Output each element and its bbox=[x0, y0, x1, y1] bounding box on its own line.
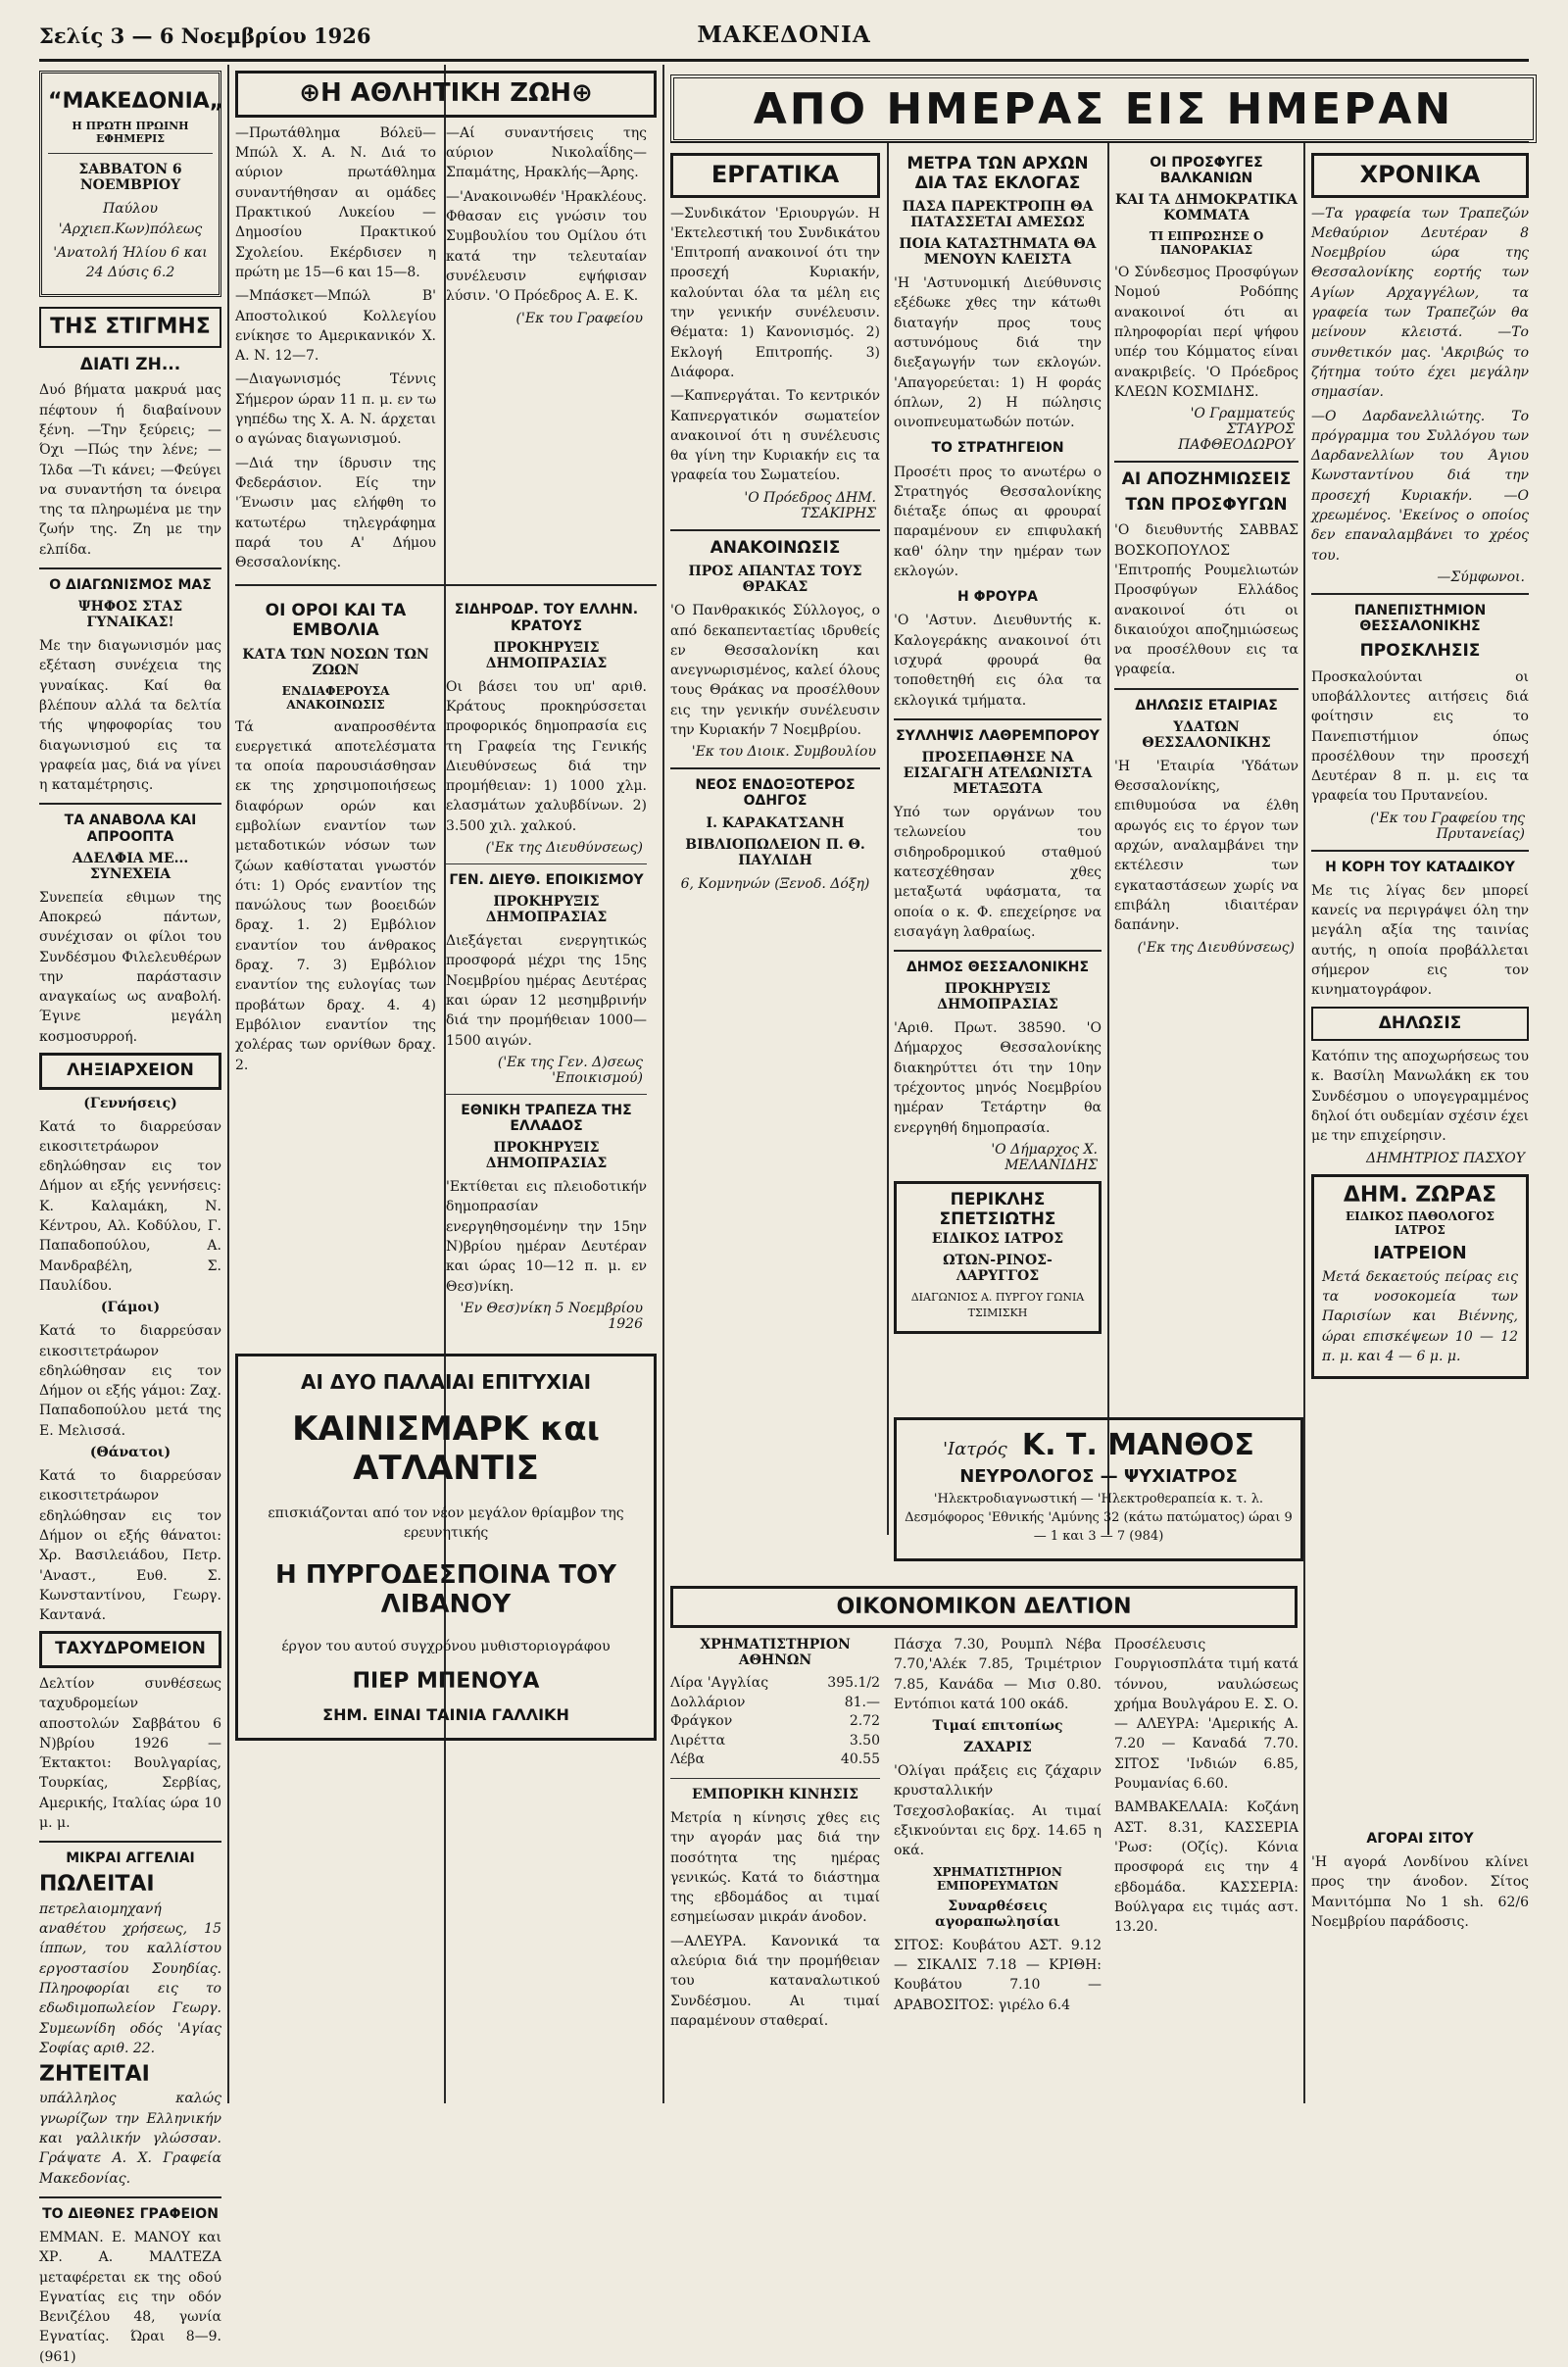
column-rule bbox=[662, 65, 664, 2103]
currency-name: Λέβα bbox=[670, 1751, 705, 1768]
column-3 bbox=[670, 147, 880, 1529]
article-text: 'Ολίγαι πράξεις εις ζάχαριν κρυσταλλικήν Τσεχοσλοβακίας. Αι τιμαί εξικνούνται εις δρχ. 14.65 η οκά. bbox=[894, 1763, 1102, 1859]
article-heading: ΑΓΟΡΑΙ ΣΙΤΟΥ bbox=[1366, 1831, 1474, 1847]
article-heading: ΔΗΛΩΣΙΣ bbox=[1311, 1007, 1529, 1042]
article-signature: 'Ο Δήμαρχος Χ. ΜΕΛΑΝΙΔΗΣ bbox=[991, 1141, 1098, 1173]
section-heading: ΜΙΚΡΑΙ ΑΓΓΕΛΙΑΙ bbox=[66, 1850, 195, 1867]
currency-name: Λιρέττα bbox=[670, 1732, 726, 1749]
article-text: —Διά την ίδρυσιν της Φεδεράσιον. Είς την 'Ένωσιν μας ελήφθη το κατωτέρω τηλεγράφημα παρά του Α' Δήμου Θεσσαλονίκης. bbox=[235, 455, 436, 571]
subheading: ΖΑΧΑΡΙΣ bbox=[963, 1740, 1032, 1756]
day-line: ΣΑΒΒΑΤΟΝ 6 ΝΟΕΜΒΡΙΟΥ bbox=[78, 162, 182, 194]
article-text: Κατά το διαρρεύσαν εικοσιτετράωρον εδηλώθησαν εις τον Δήμον αι εξής γεννήσεις: Κ. Καλαμάκη, Ν. Κέντρου, Αλ. Κοδύλου, Γ. Παπαδοπούλου, Α. Μανδραβέλη, Σ. Παυλίδου. bbox=[39, 1118, 221, 1294]
section-heading: Ο ΔΙΑΓΩΝΙΣΜΟΣ ΜΑΣ bbox=[49, 577, 212, 593]
article-heading: ΨΗΦΟΣ ΣΤΑΣ ΓΥΝΑΙΚΑΣ! bbox=[77, 599, 183, 631]
currency-rate: 3.50 bbox=[849, 1732, 880, 1749]
ad-line: ΕΙΔΙΚΟΣ ΠΑΘΟΛΟΓΟΣ ΙΑΤΡΟΣ bbox=[1346, 1208, 1494, 1237]
ad-author: ΠΙΕΡ ΜΠΕΝΟΥΑ bbox=[352, 1668, 540, 1694]
article-text: ΣΙΤΟΣ: Κουβάτου ΑΣΤ. 9.12 — ΣΙΚΑΛΙΣ 7.18 — ΚΡΙΘΗ: Κουβάτου 7.10 — ΑΡΑΒΟΣΙΤΟΣ: γιρέλο 6.4 bbox=[894, 1937, 1102, 2013]
ad-text: Μετά δεκαετούς πείρας εις τα νοσοκομεία των Παρισίων και Βιέννης, ώραι επισκέψεων 10 — 12 π. μ. και 4 — 6 μ. μ. bbox=[1322, 1268, 1518, 1364]
column-rule bbox=[1107, 143, 1109, 1535]
ad-heading: ΠΩΛΕΙΤΑΙ bbox=[39, 1872, 155, 1898]
article-text: —Ο Δαρδανελλιώτης. Το πρόγραμμα του Συλλόγου των Δαρδανελλίων του Άγιου Κωνσταντίνου διά την προσεχή Κυριακήν. —Ο χρεωμένος. 'Εκείνος ο οποίος δεν επαναλαμβάνει το χρέος του. bbox=[1311, 408, 1529, 564]
article-text: 'Η 'Εταιρία 'Υδάτων Θεσσαλονίκης, επιθυμούσα να έλθη αρωγός εις το έργον των αρχών, αναλαμβάνει την εκτέλεσιν των εγκαταστάσεων χωρίς να επιβάλη ιδιαιτέραν δαπάνην. bbox=[1114, 758, 1298, 934]
paper-tagline: Η ΠΡΩΤΗ ΠΡΩΙΝΗ ΕΦΗΜΕΡΙΣ bbox=[72, 120, 189, 146]
subheading: ΠΡΟΚΗΡΥΞΙΣ ΔΗΜΟΠΡΑΣΙΑΣ bbox=[485, 639, 608, 671]
article-text: Με την διαγωνισμόν μας εξέταση συνέχεια της γυναίκας. Καί θα βλέπουν αλλά τα δελτία τής ψηφοφορίας του διαγωνισμού εις τα γραφεία μας, διά να γίνει η καταμέτρησις. bbox=[39, 638, 221, 794]
ad-film-title: Η ΠΥΡΓΟΔΕΣΠΟΙΝΑ ΤΟΥ ΛΙΒΑΝΟΥ bbox=[275, 1560, 616, 1620]
subheading: ΠΡΟΚΗΡΥΞΙΣ ΔΗΜΟΠΡΑΣΙΑΣ bbox=[937, 981, 1058, 1013]
section-heading: ΠΑΝΕΠΙΣΤΗΜΙΟΝ ΘΕΣΣΑΛΟΝΙΚΗΣ bbox=[1353, 602, 1487, 635]
section-heading: ΤΑΧΥΔΡΟΜΕΙΟΝ bbox=[39, 1631, 221, 1668]
article-text: Κατά το διαρρεύσαν εικοσιτετράωρον εδηλώθησαν εις τον Δήμον οι εξής γάμοι: Ζαχ. Παπαδοπούλου μετά της Ε. Μελισσά. bbox=[39, 1323, 221, 1439]
section-heading-frame bbox=[670, 1586, 1298, 1628]
section-heading: ΤΗΣ ΣΤΙΓΜΗΣ bbox=[39, 307, 221, 347]
subheading: ΠΡΟΣΕΠΑΘΗΣΕ ΝΑ ΕΙΣΑΓΑΓΗ ΑΤΕΛΩΝΙΣΤΑ ΜΕΤΑΞΩΤΑ bbox=[903, 750, 1093, 798]
rate-row bbox=[670, 1751, 880, 1770]
section-heading: ΤΑ ΑΝΑΒΟΛΑ ΚΑΙ ΑΠΡΟΟΠΤΑ bbox=[64, 813, 197, 845]
section-heading: ΧΡΟΝΙΚΑ bbox=[1311, 153, 1529, 198]
article-heading: ΟΙ ΠΡΟΣΦΥΓΕΣ ΒΑΛΚΑΝΙΩΝ bbox=[1150, 155, 1263, 187]
ad-line: έργον του αυτού συγχρόνου μυθιστοριογράφου bbox=[281, 1639, 611, 1655]
article-text: Προσέλευσις Γουργιοσπλάτα τιμή κατά τόννου, ναυλώσεως χρήμα Βουλγάρου Ε. Σ. Ο. — ΑΛΕΥΡΑ: 'Αμερικής Α. 7.20 — Καναδά 7.70. ΣΙΤΟΣ 'Ινδιών 6.85, Ρουμανίας 6.60. bbox=[1114, 1637, 1298, 1793]
column-5 bbox=[1114, 147, 1298, 1529]
article-text: Τά αναπροσθέντα ευεργετικά αποτελέσματα τα οποία παρουσιάσθησαν εκ της χρησιμοποιήσεως διαφόρων ορών και εμβολίων εναντίον των μεταδοτικών νόσων των ζώων καθίσταται γνωστόν ότι: 1) Ορός εναντίον της πανώλους των βοοειδών δραχ. 1. 2) Εμβόλιον εναντίον του άνθρακος δραχ. 7. 3) Εμβόλιον εναντίον της ευλογίας των προβάτων δραχ. 4. 4) Εμβόλιον εναντίον της χολέρας των ορνίθων δραχ. 2. bbox=[235, 718, 436, 1073]
paper-info-box bbox=[39, 71, 224, 297]
column-1 bbox=[39, 65, 224, 2365]
ad-header bbox=[905, 1428, 1293, 1462]
article-heading: ΑΝΑΚΟΙΝΩΣΙΣ bbox=[710, 537, 841, 558]
subheading: ΧΡΗΜΑΤΙΣΤΗΡΙΟΝ ΑΘΗΝΩΝ bbox=[700, 1637, 851, 1668]
article-text: 'Ο Σύνδεσμος Προσφύγων Νομού Ροδόπης ανακοινοί ότι αι πληροφορίαι περί ψήφου υπέρ του Κόμματος είναι ανακριβείς. 'Ο Πρόεδρος ΚΛΕΩΝ ΚΟΣΜΙΔΗΣ. bbox=[1114, 265, 1298, 400]
article-text: Προσκαλούνται οι υποβάλλοντες αιτήσεις διά φοίτησιν εις το Πανεπιστήμιον όπως προσέλθουν την προσεχή Δευτέραν 8 π. μ. εις τα γραφεία του Πρυτανείου. bbox=[1311, 668, 1529, 805]
doctor-advertisement bbox=[894, 1417, 1303, 1561]
article-text: 'Ο 'Αστυν. Διευθυντής κ. Καλογεράκης ανακοινοί ότι ισχυρά φρουρά θα τοποθετηθή εις όλα τα εκλογικά τμήματα. bbox=[894, 613, 1102, 709]
saint-of-day: Παύλου 'Αρχιεπ.Κων)πόλεως bbox=[58, 201, 203, 237]
exchange-rates bbox=[670, 1674, 880, 1770]
subheading: ΧΡΗΜΑΤΙΣΤΗΡΙΟΝ ΕΜΠΟΡΕΥΜΑΤΩΝ bbox=[933, 1864, 1062, 1893]
section-heading: ⊕Η ΑΘΛΗΤΙΚΗ ΖΩΗ⊕ bbox=[235, 71, 657, 118]
ad-doctor-name: ΔΗΜ. ΖΩΡΑΣ bbox=[1343, 1182, 1497, 1208]
section-heading: ΕΡΓΑΤΙΚΑ bbox=[670, 153, 880, 198]
subheading: ΠΡΟΚΗΡΥΞΙΣ ΔΗΜΟΠΡΑΣΙΑΣ bbox=[485, 894, 608, 926]
article-text: —Αί συναντήσεις της αύριον Νικολαΐδης—Σπαμάτης, Ηρακλής—Άρης. bbox=[446, 124, 647, 181]
section-heading: ΟΙΚΟΝΟΜΙΚΟΝ ΔΕΛΤΙΟΝ bbox=[836, 1595, 1132, 1619]
article-text: —Διαγωνισμός Τέννις Σήμερον ώραν 11 π. μ. εν τω γηπέδω της Χ. Α. Ν. άρχεται ο αγώνας διαγωνισμού. bbox=[235, 371, 436, 448]
banner-rule bbox=[670, 141, 1529, 143]
section-heading: ΛΗΞΙΑΡΧΕΙΟΝ bbox=[39, 1053, 221, 1090]
subheading: ΚΑΙ ΤΑ ΔΗΜΟΚΡΑΤΙΚΑ ΚΟΜΜΑΤΑ bbox=[1115, 192, 1298, 224]
article-heading: ΜΕΤΡΑ ΤΩΝ ΑΡΧΩΝ ΔΙΑ ΤΑΣ ΕΚΛΟΓΑΣ bbox=[906, 154, 1089, 193]
article-signature: ('Εκ της Διευθύνσεως) bbox=[485, 839, 643, 856]
ad-heading: ΝΕΟΣ ΕΝΔΟΞΟΤΕΡΟΣ ΟΔΗΓΟΣ bbox=[695, 777, 856, 810]
ad-address: 6, Κομνηνών (Ξενοδ. Δόξη) bbox=[680, 875, 870, 892]
currency-rate: 2.72 bbox=[849, 1713, 880, 1730]
article-text: ΒΑΜΒΑΚΕΛΑΙΑ: Κοζάνη ΑΣΤ. 8.31, ΚΑΣΣΕΡΙΑ 'Ρωσ: (Οζίς). Κόνια προσφορά εις την 4 εβδομάδα. ΚΑΣΣΕΡΙΑ: Βούλγαρα εις τιμάς αστ. 13.20. bbox=[1114, 1800, 1298, 1936]
doctor-advertisement bbox=[1311, 1174, 1529, 1379]
ad-text: ΕΜΜΑΝ. Ε. ΜΑΝΟΥ και ΧΡ. Α. ΜΑΛΤΕΖΑ μεταφέρεται εκ της οδού Εγνατίας εις την οδόν Βενιζέλου 48, γωνία Εγνατίας. Ώραι 8—9. (961) bbox=[39, 2229, 221, 2365]
article-text: 'Ο Πανθρακικός Σύλλογος, ο από δεκαπενταετίας ιδρυθείς εν Θεσσαλονίκη και ανεγνωρισμένος, καλεί όλους τους Θράκας να προσέλθουν εις την γενικήν συνέλευσιν την Κυριακήν 7 Νοεμβρίου. bbox=[670, 603, 880, 739]
article-heading: ΟΙ ΟΡΟΙ ΚΑΙ ΤΑ ΕΜΒΟΛΙΑ bbox=[265, 601, 407, 640]
ad-line: ΩΤΩΝ-ΡΙΝΟΣ-ΛΑΡΥΓΓΟΣ bbox=[943, 1252, 1053, 1284]
paper-name: “ΜΑΚΕΔΟΝΙΑ„ bbox=[48, 89, 224, 114]
article-heading: ΑΔΕΛΦΙΑ ΜΕ... ΣΥΝΕΧΕΙΑ bbox=[72, 850, 189, 882]
article-heading: ΔΗΛΩΣΙΣ ΕΤΑΙΡΙΑΣ bbox=[1135, 697, 1278, 714]
subheading: ΠΡΟΚΗΡΥΞΙΣ ΔΗΜΟΠΡΑΣΙΑΣ bbox=[485, 1140, 608, 1172]
ad-heading: ΤΟ ΔΙΕΘΝΕΣ ΓΡΑΦΕΙΟΝ bbox=[42, 2205, 219, 2222]
article-signature: ('Εκ της Διευθύνσεως) bbox=[1137, 939, 1295, 956]
article-signature: ('Εκ του Γραφείου bbox=[515, 310, 643, 326]
ad-prefix: 'Ιατρός bbox=[943, 1439, 1007, 1459]
article-text: Διεξάγεται ενεργητικώς προσφορά μέχρι της 15ης Νοεμβρίου ημέρας Δευτέρας και ώραν 12 μεσημβρινήν διά την προμήθειαν 1000—1500 αιγών. bbox=[446, 933, 647, 1049]
article-heading: ΕΘΝΙΚΗ ΤΡΑΠΕΖΑ ΤΗΣ ΕΛΛΑΔΟΣ bbox=[461, 1102, 632, 1134]
ad-film-names: ΚΑΙΝΙΣΜΑΡΚ και ΑΤΛΑΝΤΙΣ bbox=[292, 1408, 600, 1488]
ad-text: πετρελαιομηχανή αναθέτου χρήσεως, 15 ίππων, του καλλίστου εργοστασίου Σουηδίας. Πληροφορίαι εις το εδωδιμοπωλείον Γεωργ. Συμεωνίδη οδός 'Αγίας Σοφίας αριθ. 22. bbox=[39, 1900, 221, 2056]
doctor-advertisement bbox=[894, 1181, 1102, 1334]
subheading: ΚΑΤΑ ΤΩΝ ΝΟΣΩΝ ΤΩΝ ΖΩΩΝ bbox=[242, 646, 429, 678]
column-2 bbox=[235, 65, 657, 2103]
article-text: 'Ο διευθυντής ΣΑΒΒΑΣ ΒΟΣΚΟΠΟΥΛΟΣ 'Επιτροπής Ρουμελιωτών Προσφύγων Ελλάδος ανακοινοί ότι οι δικαιούχοι αποζημιώσεως να προσέλθουν εις τα γραφεία. bbox=[1114, 522, 1298, 678]
column-rule bbox=[887, 143, 889, 1535]
ad-line: ΕΙΔΙΚΟΣ ΙΑΤΡΟΣ bbox=[931, 1230, 1064, 1247]
rate-row bbox=[670, 1732, 880, 1751]
column-rule bbox=[1303, 143, 1305, 2103]
subheading: ΕΜΠΟΡΙΚΗ ΚΙΝΗΣΙΣ bbox=[691, 1786, 859, 1802]
ad-doctor-name: ΠΕΡΙΚΛΗΣ ΣΠΕΤΣΙΩΤΗΣ bbox=[939, 1189, 1056, 1229]
currency-rate: 395.1/2 bbox=[827, 1675, 880, 1691]
notices-columns bbox=[235, 594, 657, 1339]
ad-text: υπάλληλος καλώς γνωρίζων την Ελληνικήν και γαλλικήν γλώσσαν. Γράψατε Α. Χ. Γραφεία Μακεδονίας. bbox=[39, 2091, 221, 2187]
section-banner: ΑΠΟ ΗΜΕΡΑΣ ΕΙΣ ΗΜΕΡΑΝ bbox=[670, 74, 1537, 143]
article-signature: 'Ο Πρόεδρος ΔΗΜ. ΤΣΑΚΙΡΗΣ bbox=[744, 489, 876, 521]
grain-markets bbox=[1311, 1823, 1529, 1936]
article-text: —ΑΛΕΥΡΑ. Κανονικά τα αλεύρια διά την προμήθειαν του καταναλωτικού Συνδέσμου. Αι τιμαί παραμένουν σταθεραί. bbox=[670, 1933, 880, 2029]
econ-column-2 bbox=[894, 1635, 1102, 2103]
article-text: —Πρωτάθλημα Βόλεϋ—Μπώλ Χ. Α. Ν. Διά το αύριον πρωτάθλημα συναντήθησαν αι ομάδες Πρακτικού Λυκείου — Δημοσίου Πρακτικού Σχολείου. Εκέρδισεν η πρώτη με 15—6 και 15—8. bbox=[235, 124, 436, 280]
currency-name: Δολλάριον bbox=[670, 1694, 746, 1710]
ad-text: 'Ηλεκτροδιαγνωστική — 'Ηλεκτροθεραπεία κ. τ. λ. Δεσμόφορος 'Εθνικής 'Αμύνης 32 (κάτω πατώματος) ώραι 9 — 1 και 3 — 7 (984) bbox=[905, 1492, 1293, 1544]
article-text: 'Η 'Αστυνομική Διεύθυνσις εξέδωκε χθες την κάτωθι διαταγήν προς τους αστυνόμους διά την διεξαγωγήν των εκλογών. 'Απαγορεύεται: 1) Η φοράς όπλων, 2) Η πώλησις οινοπνευματωδών ποτών. bbox=[894, 275, 1102, 431]
subheading: ΠΟΙΑ ΚΑΤΑΣΤΗΜΑΤΑ ΘΑ ΜΕΝΟΥΝ ΚΛΕΙΣΤΑ bbox=[899, 236, 1097, 269]
article-text: Κατόπιν της αποχωρήσεως του κ. Βασίλη Μανωλάκη εκ του Συνδέσμου ο υπογεγραμμένος δηλοί ότι ουδεμίαν σχέσιν έχει με την επιχείρησιν. bbox=[1311, 1049, 1529, 1145]
article-heading: ΠΡΟΣΚΛΗΣΙΣ bbox=[1359, 641, 1481, 662]
subheading: (Γάμοι) bbox=[100, 1300, 161, 1316]
article-text: 'Εκτίθεται εις πλειοδοτικήν δημοπρασίαν ενεργηθησομένην την 15ην Ν)βρίου ημέραν Δευτέραν και ώρας 10—12 π. μ. εν Θεσ)νίκη. bbox=[446, 1179, 647, 1295]
econ-column-3 bbox=[1114, 1635, 1298, 2103]
article-text: Υπό των οργάνων του τελωνείου του σιδηροδρομικού σταθμού κατεσχέθησαν χθες μεταξωτά υφάσματα, τα οποία ο κ. Φ. επεχείρησε να εισαγάγη λαθραίως. bbox=[894, 805, 1102, 940]
ad-doctor-name: Κ. Τ. ΜΑΝΘΟΣ bbox=[1021, 1428, 1254, 1462]
ad-address: ΔΙΑΓΩΝΙΟΣ Α. ΠΥΡΓΟΥ ΓΩΝΙΑ ΤΣΙΜΙΣΚΗ bbox=[910, 1290, 1085, 1319]
currency-name: Λίρα 'Αγγλίας bbox=[670, 1675, 769, 1691]
article-heading: ΣΙΔΗΡΟΔΡ. ΤΟΥ ΕΛΛΗΝ. ΚΡΑΤΟΥΣ bbox=[454, 602, 639, 634]
article-text: —'Ανακοινωθέν 'Ηρακλέους. Φθασαν εις γνώσιν του Συμβουλίου του Ομίλου ότι κατά την τελευταίαν συνέλευσιν εψήφισαν λύσιν. 'Ο Πρόεδρος Α. Ε. Κ. bbox=[446, 188, 648, 305]
article-heading: ΔΙΑΤΙ ΖΗ... bbox=[79, 354, 181, 374]
subheading: ΠΑΣΑ ΠΑΡΕΚΤΡΟΠΗ ΘΑ ΠΑΤΑΣΣΕΤΑΙ ΑΜΕΣΩΣ bbox=[902, 199, 1094, 231]
subheading: ΠΡΟΣ ΑΠΑΝΤΑΣ ΤΟΥΣ ΘΡΑΚΑΣ bbox=[688, 564, 862, 596]
ad-note: ΣΗΜ. ΕΙΝΑΙ ΤΑΙΝΙΑ ΓΑΛΛΙΚΗ bbox=[322, 1704, 569, 1724]
article-text: Δυό βήματα μακρυά μας πέφτουν ή διαβαίνουν ξένη. —Την ξεύρεις; —Όχι —Πώς την λένε; —Ίλδα —Τι κάνει; —Φεύγει να συναντήση τα όνειρα της τα πληρωμένα με την ζωήν της. Ζη με την ελπίδα. bbox=[39, 382, 221, 558]
article-signature: 'Εκ του Διοικ. Συμβουλίου bbox=[691, 744, 876, 761]
paper-title: ΜΑΚΕΔΟΝΙΑ bbox=[697, 22, 871, 48]
subheading: ΤΙ ΕΙΠΡΩΣΗΣΕ Ο ΠΑΝΟΡΑΚΙΑΣ bbox=[1149, 229, 1264, 258]
article-text: —Καπνεργάται. Το κεντρικόν Καπνεργατικόν σωματείον ανακοινοί ότι η συνέλευσις θα γίνη την Κυριακήν εις τα γραφεία του Σωματείου. bbox=[670, 388, 880, 484]
ad-line: ΒΙΒΛΙΟΠΩΛΕΙΟΝ Π. Θ. ΠΑΥΛΙΔΗ bbox=[685, 836, 865, 868]
article-heading: ΔΗΜΟΣ ΘΕΣΣΑΛΟΝΙΚΗΣ bbox=[906, 960, 1090, 976]
masthead bbox=[39, 18, 1529, 62]
ad-line: επισκιάζονται από τον νέον μεγάλον θρίαμβον της ερευνητικής bbox=[268, 1504, 624, 1542]
ad-specialty: ΝΕΥΡΟΛΟΓΟΣ — ΨΥΧΙΑΤΡΟΣ bbox=[959, 1466, 1238, 1488]
article-heading: Η ΦΡΟΥΡΑ bbox=[957, 589, 1038, 606]
article-text: Πάσχα 7.30, Ρουμπλ Νέβα 7.70,'Αλέκ 7.85, Τριμέτριον 7.85, Κανάδα — Μισ 0.80. Εντόπιοι κατά 100 οκάδ. bbox=[894, 1637, 1102, 1712]
article-text: Οι βάσει του υπ' αριθ. Κράτους προκηρύσσεται προφορικός δημοπρασία εις τη Γραφεία της Γενικής Διευθύνσεως διά την προμήθειαν: 1) 1000 χλμ. ελασμάτων χαλυβδίνων. 2) 3.500 χιλ. χαλκού. bbox=[446, 678, 647, 834]
column-rule bbox=[227, 65, 229, 2103]
ad-line: ΑΙ ΔΥΟ ΠΑΛΑΙΑΙ ΕΠΙΤΥΧΙΑΙ bbox=[300, 1369, 592, 1394]
article-text: Μετρία η κίνησις χθες εις την αγοράν μας διά την ποσότητα της ημέρας γενικώς. Κατά το διάστημα της εβδομάδος αι τιμαί εσημείωσαν μικράν άνοδον. bbox=[670, 1809, 880, 1926]
ad-line: ΙΑΤΡΕΙΟΝ bbox=[1373, 1242, 1467, 1263]
article-signature: ΔΗΜΗΤΡΙΟΣ ΠΑΣΧΟΥ bbox=[1366, 1150, 1525, 1166]
article-text: —Συνδικάτον 'Εριουργών. Η 'Εκτελεστική του Συνδικάτου 'Επιτροπή ανακοινοί ότι την προσεχή Κυριακήν, καλούνται όλα τα μέλη εις την γενικήν συνέλευσιν. Θέματα: 1) Κανονισμός. 2) Εκλογή Επιτροπής. 3) Διάφορα. bbox=[670, 205, 880, 380]
subheading: (Γεννήσεις) bbox=[83, 1095, 177, 1111]
subheading: Συναρθέσεις αγοραπωλησίαι bbox=[935, 1898, 1060, 1930]
ad-heading: ΖΗΤΕΙΤΑΙ bbox=[39, 2062, 150, 2088]
article-heading: ΓΕΝ. ΔΙΕΥΘ. ΕΠΟΙΚΙΣΜΟΥ bbox=[449, 871, 644, 888]
article-text: —Τα γραφεία των Τραπεζών Μεθαύριον Δευτέραν 8 Νοεμβρίου ώρα της Θεσσαλονίκης εορτής των Αγίων Αρχαγγέλων, τα γραφεία των Τραπεζών θα μείνουν κλειστά. —Το συνθετικόν μας. 'Ακριβώς το ζήτημα τούτο έχει μεγάλην σημασίαν. bbox=[1311, 205, 1529, 401]
subheading: (Θάνατοι) bbox=[89, 1445, 172, 1461]
rate-row bbox=[670, 1712, 880, 1732]
page-date: Σελίς 3 — 6 Νοεμβρίου 1926 bbox=[39, 24, 371, 48]
column-4 bbox=[894, 147, 1102, 1529]
article-text: Προσέτι προς το ανωτέρω ο Στρατηγός Θεσσαλονίκης διέταξε όπως αι φρουραί παραμένουν εν επιφυλακή καθ' όλην την ημέραν των εκλογών. bbox=[894, 464, 1102, 580]
subheading: ΤΩΝ ΠΡΟΣΦΥΓΩΝ bbox=[1125, 494, 1288, 515]
currency-rate: 81.— bbox=[844, 1694, 880, 1710]
article-signature: ('Εκ του Γραφείου της Πρυτανείας) bbox=[1370, 810, 1525, 842]
cinema-advertisement bbox=[235, 1354, 657, 1741]
article-heading: ΣΥΛΛΗΨΙΣ ΛΑΘΡΕΜΠΟΡΟΥ bbox=[896, 727, 1100, 744]
sports-columns bbox=[235, 123, 657, 577]
article-text: Κατά το διαρρεύσαν εικοσιτετράωρον εδηλώθησαν εις τον Δήμον οι εξής θάνατοι: Χρ. Βασιλειάδου, Πετρ. 'Αναστ., Ευθ. Σ. Κωνσταντίνου, Γεωργ. Καντανά. bbox=[39, 1468, 221, 1624]
rate-row bbox=[670, 1674, 880, 1694]
column-6 bbox=[1311, 147, 1529, 2102]
sunrise-sunset: 'Ανατολή Ήλίου 6 και 24 Δύσις 6.2 bbox=[53, 244, 208, 281]
ad-line: Ι. ΚΑΡΑΚΑΤΣΑΝΗ bbox=[706, 814, 845, 831]
subheading: Τιμαί επιτοπίως bbox=[932, 1718, 1063, 1735]
article-signature: —Σύμφωνοι. bbox=[1437, 568, 1525, 585]
article-heading: ΤΟ ΣΤΡΑΤΗΓΕΙΟΝ bbox=[931, 440, 1064, 457]
article-signature: 'Ο Γραμματεύς ΣΤΑΥΡΟΣ ΠΑΦΘΕΟΔΩΡΟΥ bbox=[1178, 406, 1295, 454]
subheading: ΕΝΔΙΑΦΕΡΟΥΣΑ ΑΝΑΚΟΙΝΩΣΙΣ bbox=[281, 683, 390, 712]
currency-name: Φράγκον bbox=[670, 1713, 733, 1730]
article-heading: ΑΙ ΑΠΟΖΗΜΙΩΣΕΙΣ bbox=[1121, 469, 1292, 490]
subheading: ΥΔΑΤΩΝ ΘΕΣΣΑΛΟΝΙΚΗΣ bbox=[1142, 718, 1271, 751]
article-heading: Η ΚΟΡΗ ΤΟΥ ΚΑΤΑΔΙΚΟΥ bbox=[1325, 859, 1515, 875]
article-text: 'Αριθ. Πρωτ. 38590. 'Ο Δήμαρχος Θεσσαλονίκης διακηρύττει ότι την 10ην τρέχοντος μηνός Νοεμβρίου ημέραν Τετάρτην θα ενεργηθή δημοπρασία. bbox=[894, 1020, 1102, 1136]
article-text: 'Η αγορά Λονδίνου κλίνει προς την άνοδον. Σίτος Μανιτόμπα Νο 1 sh. 62/6 Νοεμβρίου παράδοσις. bbox=[1311, 1854, 1529, 1930]
article-text: Συνεπεία εθιμων της Αποκρεώ πάντων, συνέχισαν οι φίλοι του Συνδέσμου Φιλελευθέρων την παράστασιν αναγκαίως ως αναβολή. Έγινε μεγάλη κοσμοσυρροή. bbox=[39, 889, 221, 1045]
article-text: —Μπάσκετ—Μπώλ Β' Αποστολικού Κολλεγίου ενίκησε το Αμερικανικόν Χ. Α. Ν. 12—7. bbox=[235, 288, 436, 365]
article-text: Με τις λίγας δεν μπορεί κανείς να περιγράψει όλη την μεγάλη αξία της ταινίας αυτής, η οποία προβάλλεται σήμερον εις τον κινηματογράφον. bbox=[1311, 882, 1529, 999]
article-signature: ('Εκ της Γεν. Δ)σεως 'Εποικισμού) bbox=[497, 1054, 643, 1086]
rate-row bbox=[670, 1694, 880, 1713]
article-signature: 'Εν Θεσ)νίκη 5 Νοεμβρίου 1926 bbox=[460, 1300, 643, 1332]
article-text: Δελτίον συνθέσεως ταχυδρομείων αποστολών Σαββάτου 6 Ν)βρίου 1926 — Έκτακτοι: Βουλγαρίας, Τουρκίας, Σερβίας, Αμερικής, Ιταλίας ώρα 10 μ. μ. bbox=[39, 1675, 221, 1832]
econ-column-1 bbox=[670, 1635, 880, 2103]
currency-rate: 40.55 bbox=[840, 1751, 880, 1768]
